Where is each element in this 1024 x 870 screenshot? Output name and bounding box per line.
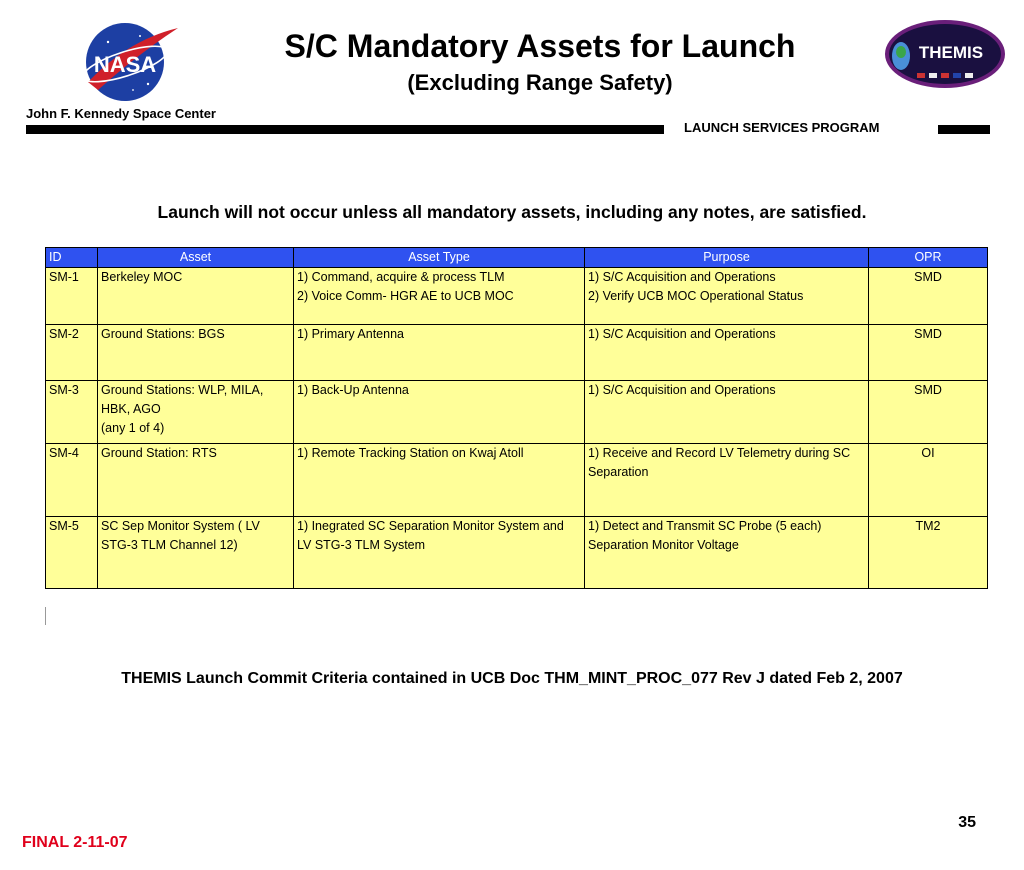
table-row: [46, 517, 988, 589]
column-header-asset-type: Asset Type: [294, 248, 585, 268]
column-header-asset: Asset: [98, 248, 294, 268]
cell-asset-type: 1) Inegrated SC Separation Monitor System and LV STG-3 TLM System: [294, 517, 585, 589]
cell-purpose: 1) S/C Acquisition and Operations: [585, 325, 869, 381]
cell-asset: Ground Stations: BGS: [98, 325, 294, 381]
page-number: 35: [958, 814, 976, 831]
assets-table: [45, 247, 988, 589]
cell-opr: SMD: [869, 381, 988, 444]
svg-text:THEMIS: THEMIS: [918, 43, 984, 62]
cell-purpose: 1) Receive and Record LV Telemetry during SC Separation: [585, 444, 869, 517]
cell-opr: OI: [869, 444, 988, 517]
center-name: John F. Kennedy Space Center: [26, 106, 216, 121]
table-row: [46, 325, 988, 381]
launch-notice: Launch will not occur unless all mandatory assets, including any notes, are satisfied.: [157, 202, 867, 222]
svg-text:NASA: NASA: [93, 52, 157, 77]
divider-tick: [45, 607, 46, 625]
cell-asset: Ground Stations: WLP, MILA, HBK, AGO (any 1 of 4): [98, 381, 294, 444]
cell-asset: Berkeley MOC: [98, 268, 294, 325]
themis-logo: [883, 18, 1007, 90]
cell-asset-type: 1) Back-Up Antenna: [294, 381, 585, 444]
cell-id: SM-3: [46, 381, 98, 444]
page-title: S/C Mandatory Assets for Launch: [284, 28, 796, 64]
table-header-row: [46, 248, 988, 268]
header-divider-left: [26, 125, 664, 134]
cell-id: SM-4: [46, 444, 98, 517]
cell-id: SM-1: [46, 268, 98, 325]
cell-id: SM-2: [46, 325, 98, 381]
nasa-logo: [78, 20, 182, 104]
document-status: FINAL 2-11-07: [22, 834, 128, 851]
page-subtitle: (Excluding Range Safety): [407, 70, 673, 95]
cell-asset-type: 1) Remote Tracking Station on Kwaj Atoll: [294, 444, 585, 517]
header-divider-right: [938, 125, 990, 134]
cell-asset: SC Sep Monitor System ( LV STG-3 TLM Channel 12): [98, 517, 294, 589]
commit-criteria-note: THEMIS Launch Commit Criteria contained in UCB Doc THM_MINT_PROC_077 Rev J dated Feb 2, 2007: [121, 670, 903, 687]
table-row: [46, 381, 988, 444]
cell-opr: SMD: [869, 268, 988, 325]
table-row: [46, 268, 988, 325]
cell-opr: TM2: [869, 517, 988, 589]
cell-asset-type: 1) Primary Antenna: [294, 325, 585, 381]
cell-id: SM-5: [46, 517, 98, 589]
column-header-opr: OPR: [869, 248, 988, 268]
cell-purpose: 1) S/C Acquisition and Operations 2) Verify UCB MOC Operational Status: [585, 268, 869, 325]
cell-opr: SMD: [869, 325, 988, 381]
column-header-id: ID: [46, 248, 98, 268]
column-header-purpose: Purpose: [585, 248, 869, 268]
cell-purpose: 1) S/C Acquisition and Operations: [585, 381, 869, 444]
program-name: LAUNCH SERVICES PROGRAM: [684, 120, 880, 135]
cell-purpose: 1) Detect and Transmit SC Probe (5 each) Separation Monitor Voltage: [585, 517, 869, 589]
cell-asset: Ground Station: RTS: [98, 444, 294, 517]
cell-asset-type: 1) Command, acquire & process TLM 2) Voice Comm- HGR AE to UCB MOC: [294, 268, 585, 325]
table-row: [46, 444, 988, 517]
